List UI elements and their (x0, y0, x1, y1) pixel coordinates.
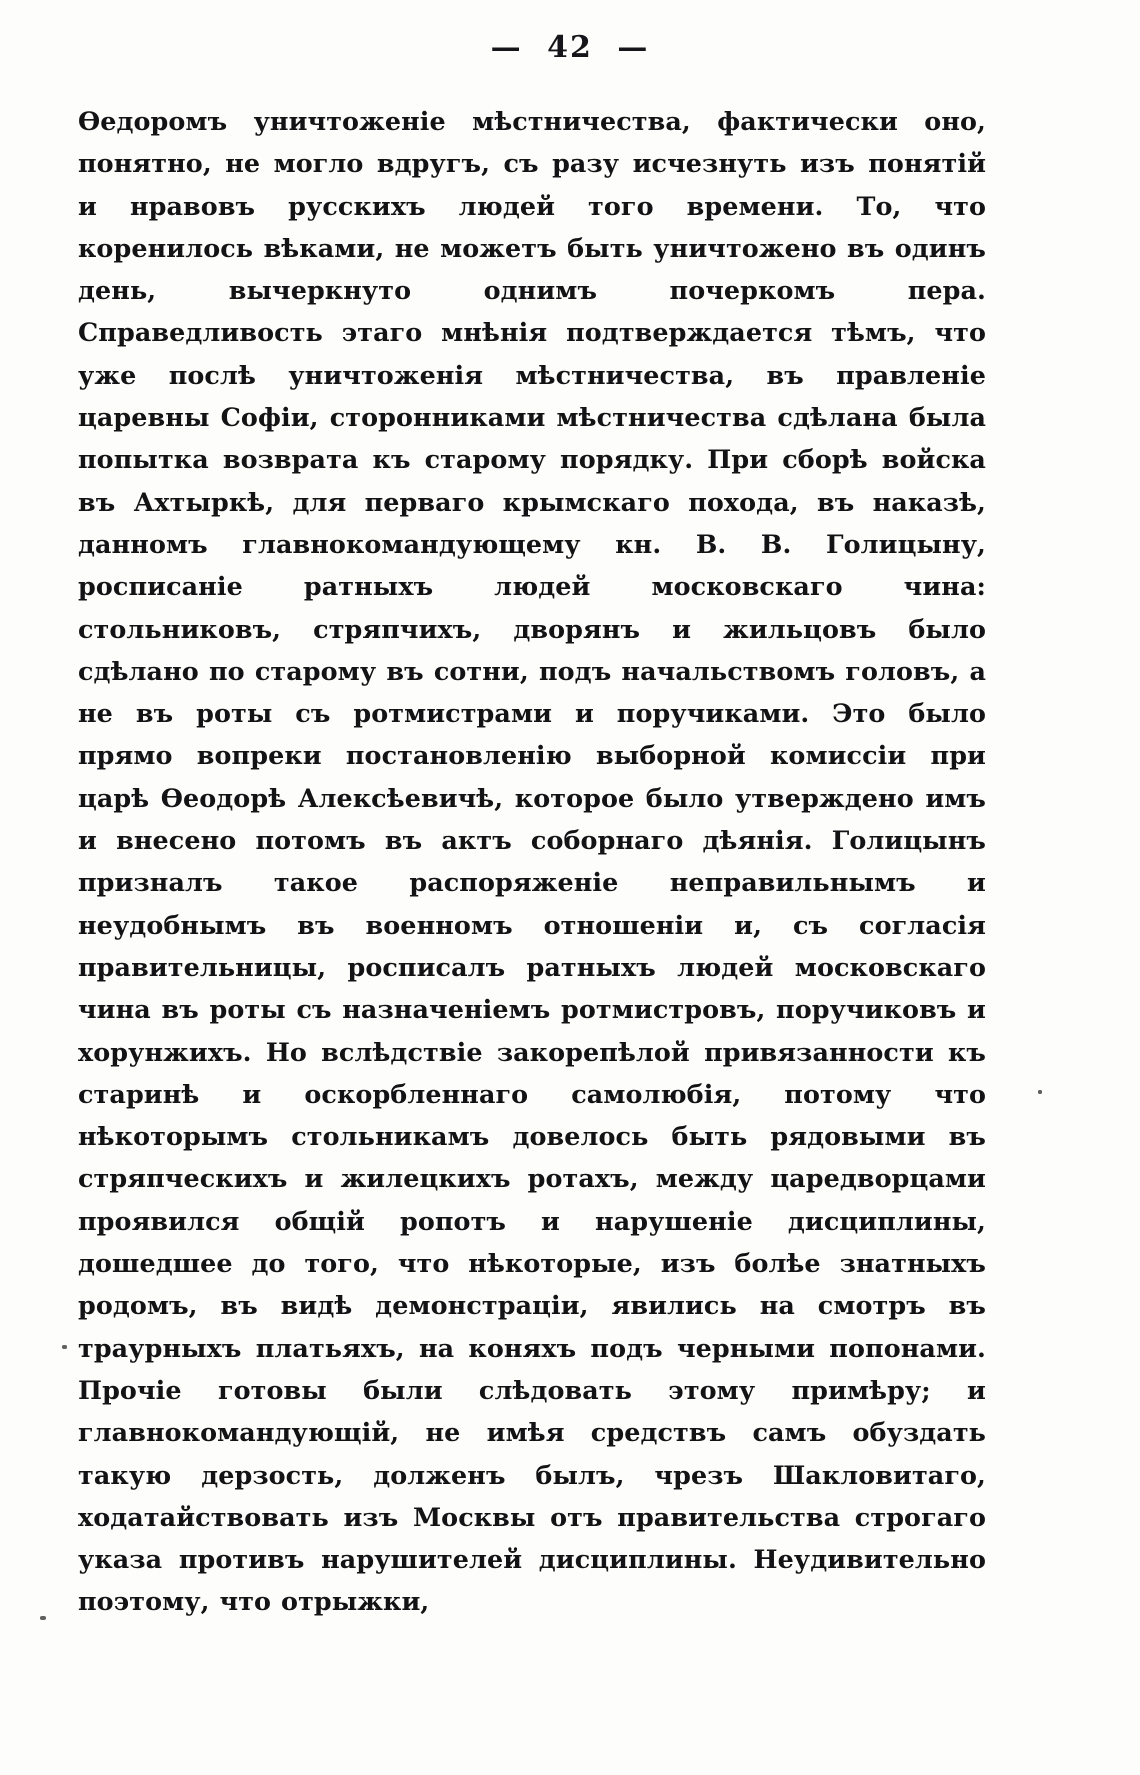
header-dash-right: — (617, 30, 650, 65)
page-header (0, 30, 1140, 65)
page-number: 42 (547, 30, 593, 65)
ink-speck (62, 1345, 67, 1349)
body-paragraph: Ѳедоромъ уничтоженіе мѣстничества, фактически оно, понятно, не могло вдругъ, съ разу исчезнуть изъ понятій и нравовъ русскихъ людей того времени. То, что коренилось вѣками, не можетъ быть уничтожено въ одинъ день, вычеркнуто однимъ почеркомъ пера. Справедливость этаго мнѣнія подтверждается тѣмъ, что уже послѣ уничтоженія мѣстничества, въ правленіе царевны Софіи, сторонниками мѣстничества сдѣлана была попытка возврата къ старому порядку. При сборѣ войска въ Ахтыркѣ, для перваго крымскаго похода, въ наказѣ, данномъ главнокомандующему кн. В. В. Голицыну, росписаніе ратныхъ людей московскаго чина: стольниковъ, стряпчихъ, дворянъ и жильцовъ было сдѣлано по старому въ сотни, подъ начальствомъ головъ, а не въ роты съ ротмистрами и поручиками. Это было прямо вопреки постановленію выборной комиссіи при царѣ Ѳеодорѣ Алексѣевичѣ, которое было утверждено имъ и внесено потомъ въ актъ соборнаго дѣянія. Голицынъ призналъ такое распоряженіе неправильнымъ и неудобнымъ въ военномъ отношеніи и, съ согласія правительницы, росписалъ ратныхъ людей московскаго чина въ роты съ назначеніемъ ротмистровъ, поручиковъ и хорунжихъ. Но вслѣдствіе закорепѣлой привязанности къ старинѣ и оскорбленнаго самолюбія, потому что нѣкоторымъ стольникамъ довелось быть рядовыми въ стряпческихъ и жилецкихъ ротахъ, между царедворцами проявился общій ропотъ и нарушеніе дисциплины, дошедшее до того, что нѣкоторые, изъ болѣе знатныхъ родомъ, въ видѣ демонстраціи, явились на смотръ въ траурныхъ платьяхъ, на коняхъ подъ черными попонами. Прочіе готовы были слѣдовать этому примѣру; и главнокомандующій, не имѣя средствъ самъ обуздать такую дерзость, долженъ былъ, чрезъ Шакловитаго, ходатайствовать изъ Москвы отъ правительства строгаго указа противъ нарушителей дисциплины. Неудивительно поэтому, что отрыжки, (78, 106, 986, 1617)
ink-speck (40, 1616, 46, 1620)
body-text (78, 100, 986, 1623)
ink-speck (1038, 1090, 1042, 1094)
header-dash-left: — (490, 30, 523, 65)
